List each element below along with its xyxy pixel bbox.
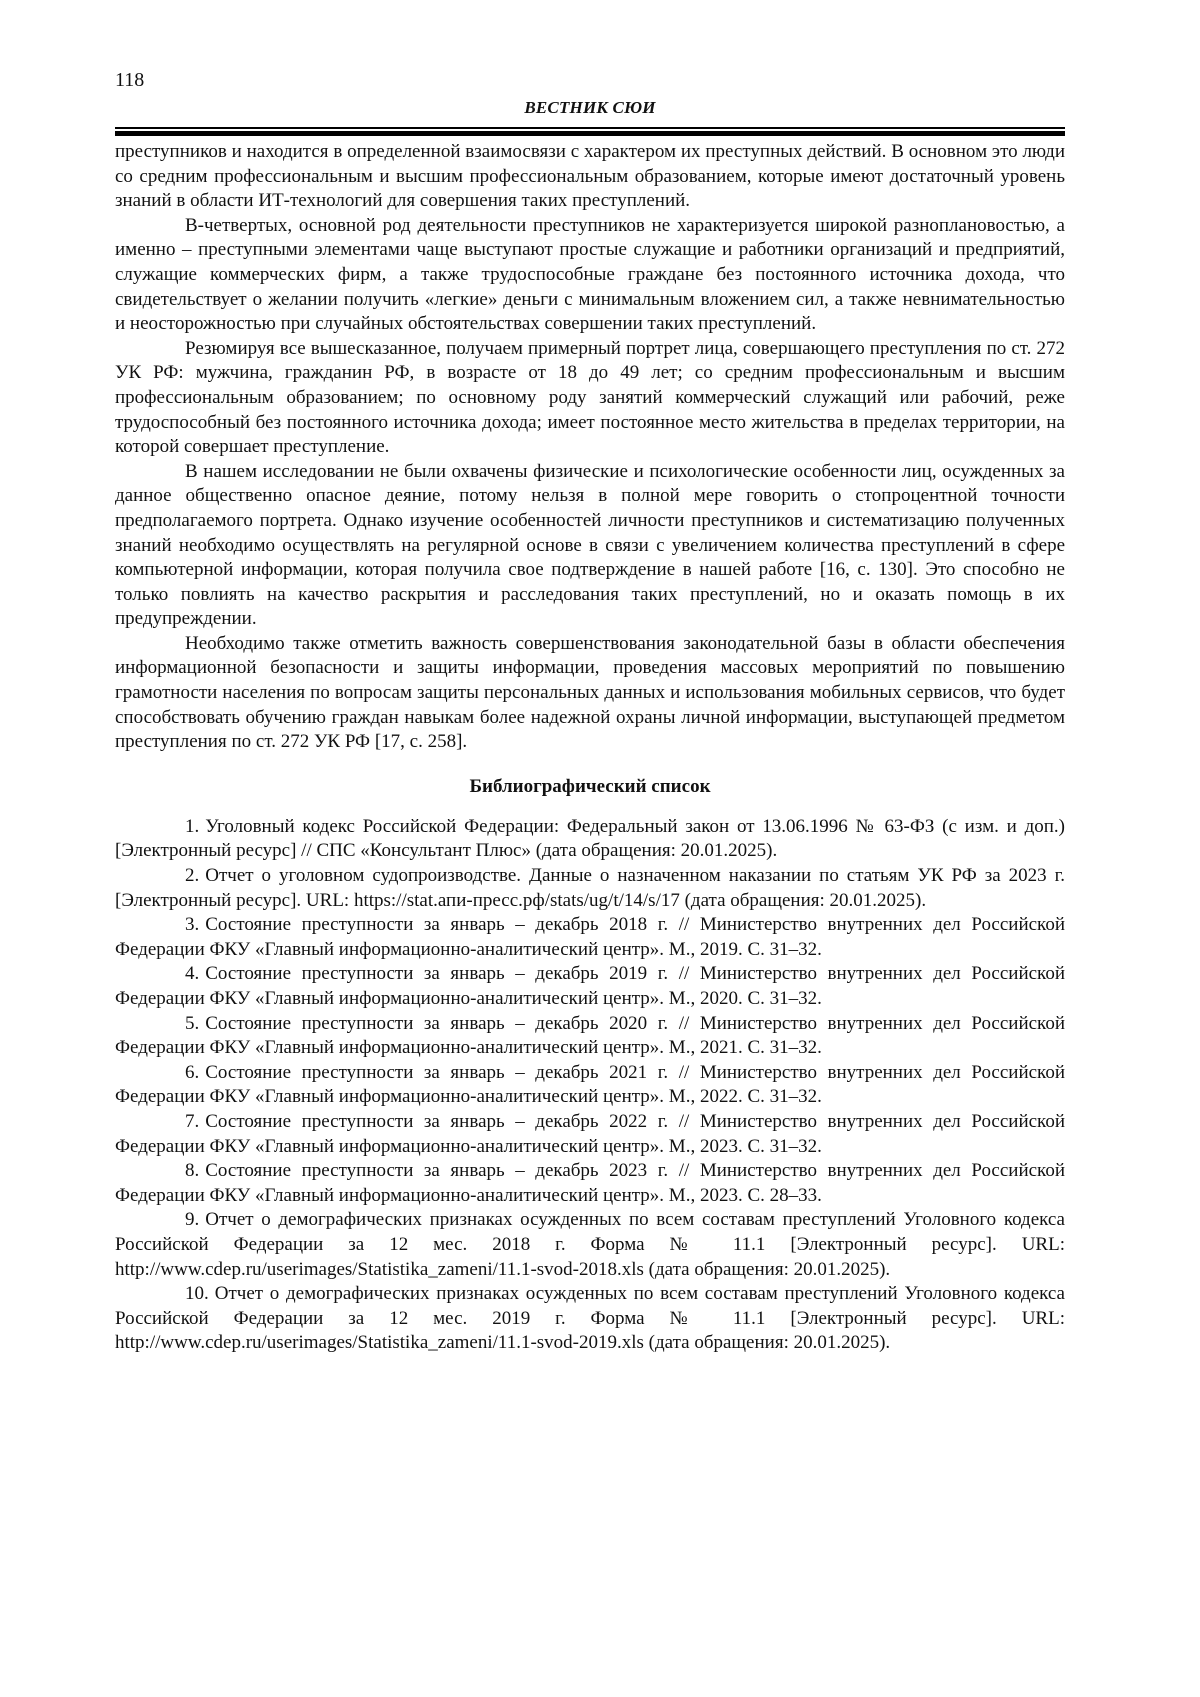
bibliography-title: Библиографический список [469,775,711,797]
paragraph: преступников и находится в определенной взаимосвязи с характером их преступных действий. В основном это люди со средним профессиональным и высшим профессиональным образованием, которые имеют достаточный уровень знаний в области ИТ-технологий для совершения таких преступлений. [115,141,1065,212]
paragraph: Необходимо также отметить важность совершенствования законодательной базы в области обеспечения информационной безопасности и защиты информации, проведения массовых мероприятий по повышению грамотности населения по вопросам защиты персональных данных и использования мобильных сервисов, что будет способствовать обучению граждан навыкам более надежной охраны личной информации, выступающей предметом преступления по ст. 272 УК РФ [17, с. 258]. [115,632,1065,753]
article-body [115,140,1065,755]
bibliography-item [115,864,1065,913]
bibliography-item [115,1110,1065,1159]
item-text: Состояние преступности за январь – декабрь 2023 г. // Министерство внутренних дел Российской Федерации ФКУ «Главный информационно-аналитический центр». М., 2023. С. 28–33. [115,1160,1065,1206]
item-number: 8. [185,1160,200,1182]
bibliography-item [115,913,1065,962]
item-text: Отчет о демографических признаках осужденных по всем составам преступлений Уголовного кодекса Российской Федерации за 12 мес. 2019 г. Форма № 11.1 [Электронный ресурс]. URL: http://www.cdep.ru/userimages/Statistika_zameni/11.1-svod-2019.xls (дата обращения: 20.01.2025). [115,1283,1065,1354]
document-page [115,68,1065,1356]
header-rule-thin [115,127,1065,129]
item-text: Уголовный кодекс Российской Федерации: Федеральный закон от 13.06.1996 № 63-ФЗ (с изм. и доп.) [Электронный ресурс] // СПС «Консультант Плюс» (дата обращения: 20.01.2025). [115,815,1065,862]
bibliography-item [115,1012,1065,1061]
item-number: 6. [185,1061,200,1083]
item-text: Состояние преступности за январь – декабрь 2021 г. // Министерство внутренних дел Российской Федерации ФКУ «Главный информационно-аналитический центр». М., 2022. С. 31–32. [115,1061,1065,1108]
bibliography-item [115,1208,1065,1282]
journal-title: ВЕСТНИК СЮИ [524,98,656,117]
item-number: 3. [185,914,200,936]
paragraph: В нашем исследовании не были охвачены физические и психологические особенности лиц, осужденных за данное общественно опасное деяние, потому нельзя в полной мере говорить о стопроцентной точности предполагаемого портрета. Однако изучение особенностей личности преступников и систематизацию полученных знаний необходимо осуществлять на регулярной основе в связи с увеличением количества преступлений в сфере компьютерной информации, которая получила свое подтверждение в нашей работе [16, с. 130]. Это способно не только повлиять на качество раскрытия и расследования таких преступлений, но и оказать помощь в их предупреждении. [115,460,1065,630]
item-number: 1. [185,815,200,837]
item-number: 4. [185,963,200,985]
paragraph: Резюмируя все вышесказанное, получаем примерный портрет лица, совершающего преступления по ст. 272 УК РФ: мужчина, гражданин РФ, в возрасте от 18 до 49 лет; со средним профессиональным и высшим профессиональным образованием; по основному роду занятий коммерческий служащий или рабочий, реже трудоспособный без постоянного источника дохода; имеет постоянное место жительства в пределах территории, на которой совершает преступление. [115,337,1065,458]
item-text: Отчет о демографических признаках осужденных по всем составам преступлений Уголовного кодекса Российской Федерации за 12 мес. 2018 г. Форма № 11.1 [Электронный ресурс]. URL: http://www.cdep.ru/userimages/Statistika_zameni/11.1-svod-2018.xls (дата обращения: 20.01.2025). [115,1209,1065,1280]
item-number: 5. [185,1012,200,1034]
item-text: Состояние преступности за январь – декабрь 2020 г. // Министерство внутренних дел Российской Федерации ФКУ «Главный информационно-аналитический центр». М., 2021. С. 31–32. [115,1012,1065,1059]
bibliography-item [115,1282,1065,1356]
paragraph: В-четвертых, основной род деятельности преступников не характеризуется широкой разноплановостью, а именно – преступными элементами чаще выступают простые служащие и работники организаций и предприятий, служащие коммерческих фирм, а также трудоспособные граждане без постоянного источника дохода, что свидетельствует о желании получить «легкие» деньги с минимальным вложением сил, а также невнимательностью и неосторожностью при случайных обстоятельствах совершении таких преступлений. [115,214,1065,335]
header-rule-thick [115,131,1065,136]
bibliography-item [115,1061,1065,1110]
bibliography-item [115,962,1065,1011]
item-text: Состояние преступности за январь – декабрь 2019 г. // Министерство внутренних дел Российской Федерации ФКУ «Главный информационно-аналитический центр». М., 2020. С. 31–32. [115,963,1065,1009]
bibliography-item [115,1159,1065,1208]
page-number: 118 [115,69,145,91]
item-number: 2. [185,865,200,887]
item-number: 10. [185,1283,209,1305]
bibliography-item [115,815,1065,864]
item-text: Состояние преступности за январь – декабрь 2022 г. // Министерство внутренних дел Российской Федерации ФКУ «Главный информационно-аналитический центр». М., 2023. С. 31–32. [115,1110,1065,1157]
item-text: Отчет о уголовном судопроизводстве. Данные о назначенном наказании по статьям УК РФ за 2023 г. [Электронный ресурс]. URL: https://stat.апи-пресс.рф/stats/ug/t/14/s/17 (дата обращения: 20.01.2025). [115,865,1065,911]
bibliography-list [115,815,1065,1356]
item-text: Состояние преступности за январь – декабрь 2018 г. // Министерство внутренних дел Российской Федерации ФКУ «Главный информационно-аналитический центр». М., 2019. С. 31–32. [115,914,1065,960]
item-number: 9. [185,1209,200,1231]
item-number: 7. [185,1110,200,1132]
